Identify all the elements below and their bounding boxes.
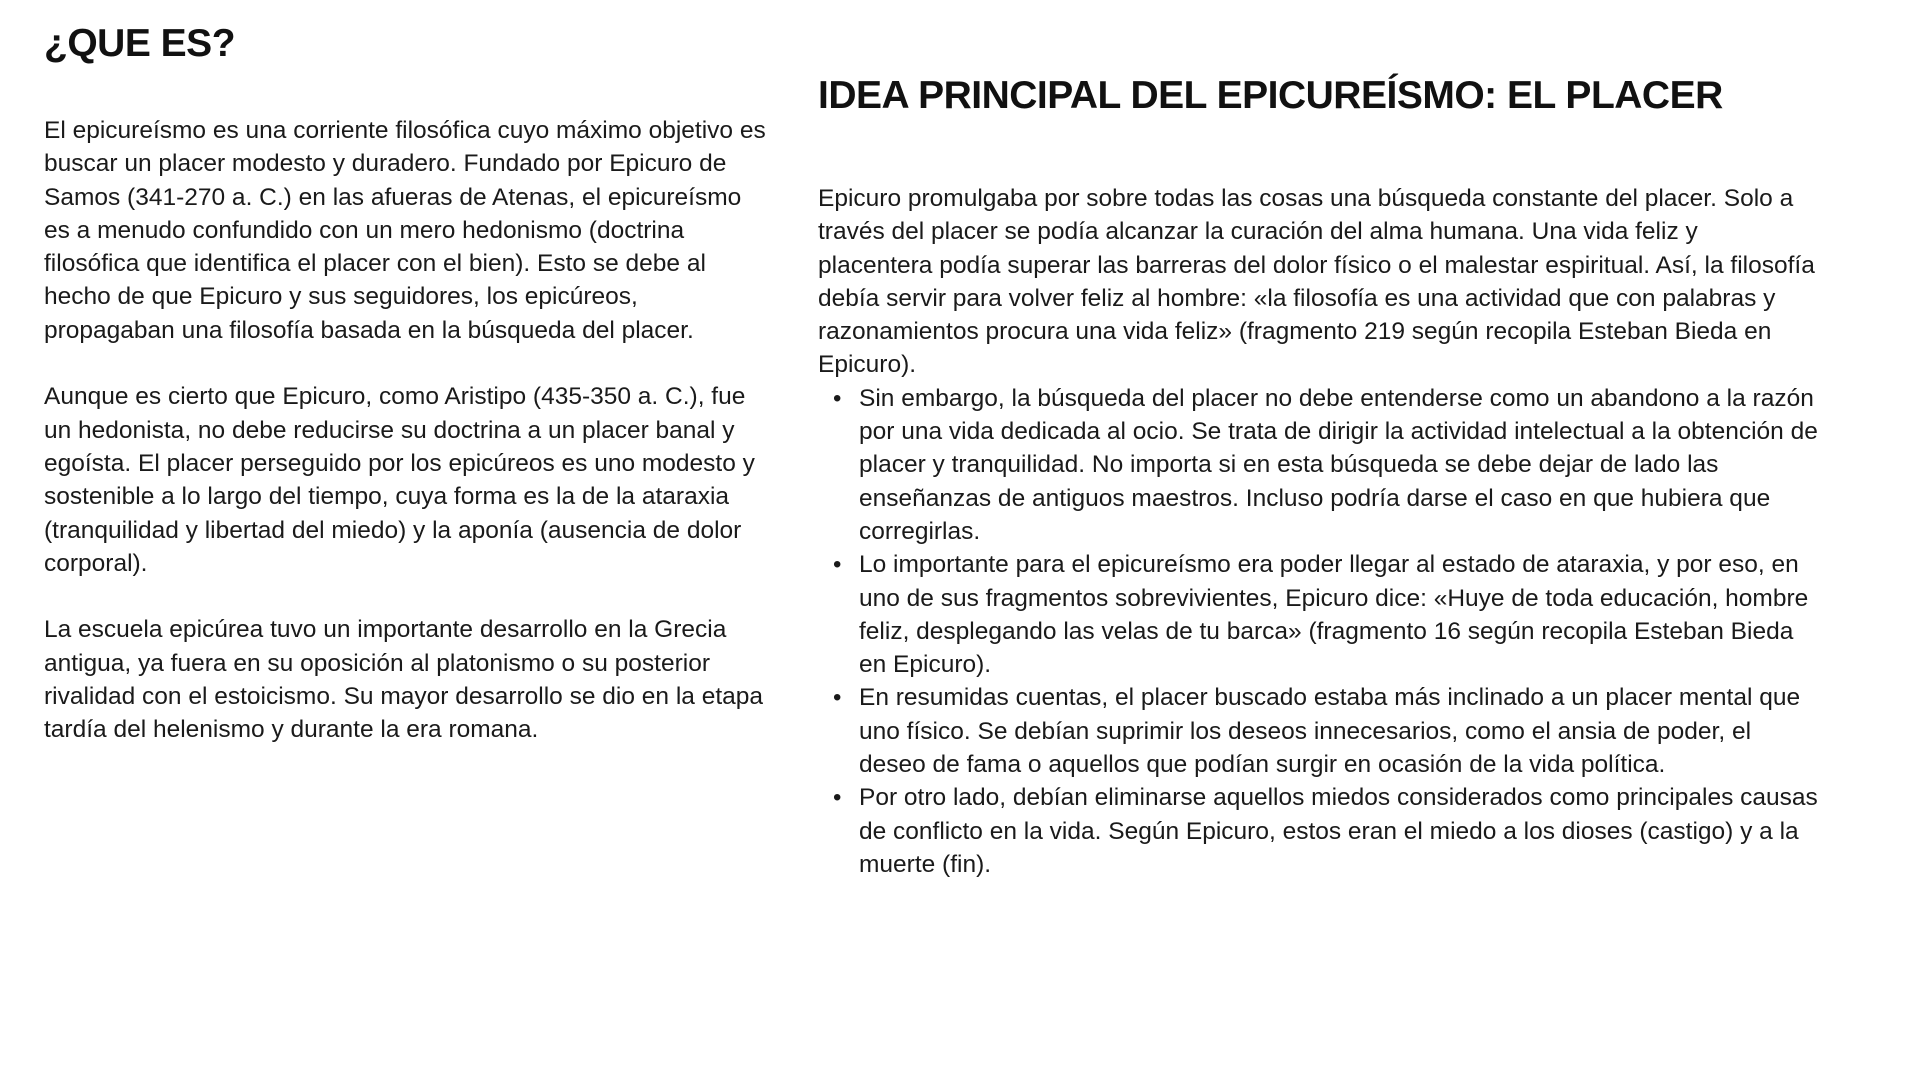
- bullet-icon: •: [833, 784, 842, 812]
- list-item: [833, 382, 1818, 548]
- list-item: [833, 681, 1818, 781]
- paragraph-intro: Epicuro promulgaba por sobre todas las cosas una búsqueda constante del placer. Solo a través del placer se podía alcanzar la curación del alma humana. Una vida feliz y placentera podía superar las barreras del dolor físico o el malestar espiritual. Así, la filosofía debía servir para volver feliz al hombre: «la filosofía es una actividad que con palabras y razonamientos procura una vida feliz» (fragmento 219 según recopila Esteban Bieda en Epicuro).: [818, 185, 1815, 379]
- bullet-icon: •: [833, 684, 842, 712]
- bullet-icon: •: [833, 551, 842, 579]
- right-column: [818, 70, 1818, 881]
- section-title-idea-principal: IDEA PRINCIPAL DEL EPICUREÍSMO: EL PLACER: [818, 74, 1723, 117]
- bullet-list: [818, 382, 1818, 881]
- left-column: [44, 18, 769, 780]
- list-item: [833, 781, 1818, 881]
- list-item-text: Sin embargo, la búsqueda del placer no debe entenderse como un abandono a la razón por una vida dedicada al ocio. Se trata de dirigir la actividad intelectual a la obtención de placer y tranquilidad. No importa si en esta búsqueda se debe dejar de lado las enseñanzas de antiguos maestros. Incluso podría darse el caso en que hubiera que corregirlas.: [859, 384, 1818, 545]
- bullet-icon: •: [833, 384, 842, 412]
- list-item: [833, 548, 1818, 681]
- list-item-text: Por otro lado, debían eliminarse aquellos miedos considerados como principales causas de conflicto en la vida. Según Epicuro, estos eran el miedo a los dioses (castigo) y a la muerte (fin).: [859, 784, 1818, 878]
- list-item-text: En resumidas cuentas, el placer buscado estaba más inclinado a un placer mental que uno físico. Se debían suprimir los deseos innecesarios, como el ansia de poder, el deseo de fama o aquellos que podían surgir en ocasión de la vida política.: [859, 684, 1801, 779]
- section-title-que-es: ¿QUE ES?: [44, 22, 236, 65]
- paragraph-hedonism: Aunque es cierto que Epicuro, como Aristipo (435-350 a. C.), fue un hedonista, no debe reducirse su doctrina a un placer banal y egoísta. El placer perseguido por los epicúreos es uno modesto y sostenible a lo largo del tiempo, cuya forma es la de la ataraxia (tranquilidad y libertad del miedo) y la aponía (ausencia de dolor corporal).: [44, 383, 755, 577]
- paragraph-definition: El epicureísmo es una corriente filosófica cuyo máximo objetivo es buscar un placer modesto y duradero. Fundado por Epicuro de Samos (341-270 a. C.) en las afueras de Atenas, el epicureísmo es a menudo confundido con un mero hedonismo (doctrina filosófica que identifica el placer con el bien). Esto se debe al hecho de que Epicuro y sus seguidores, los epicúreos, propagaban una filosofía basada en la búsqueda del placer.: [44, 117, 766, 344]
- list-item-text: Lo importante para el epicureísmo era poder llegar al estado de ataraxia, y por eso, en uno de sus fragmentos sobrevivientes, Epicuro dice: «Huye de toda educación, hombre feliz, desplegando las velas de tu barca» (fragmento 16 según recopila Esteban Bieda en Epicuro).: [859, 551, 1809, 679]
- paragraph-school-history: La escuela epicúrea tuvo un importante desarrollo en la Grecia antigua, ya fuera en su oposición al platonismo o su posterior rivalidad con el estoicismo. Su mayor desarrollo se dio en la etapa tardía del helenismo y durante la era romana.: [44, 616, 764, 744]
